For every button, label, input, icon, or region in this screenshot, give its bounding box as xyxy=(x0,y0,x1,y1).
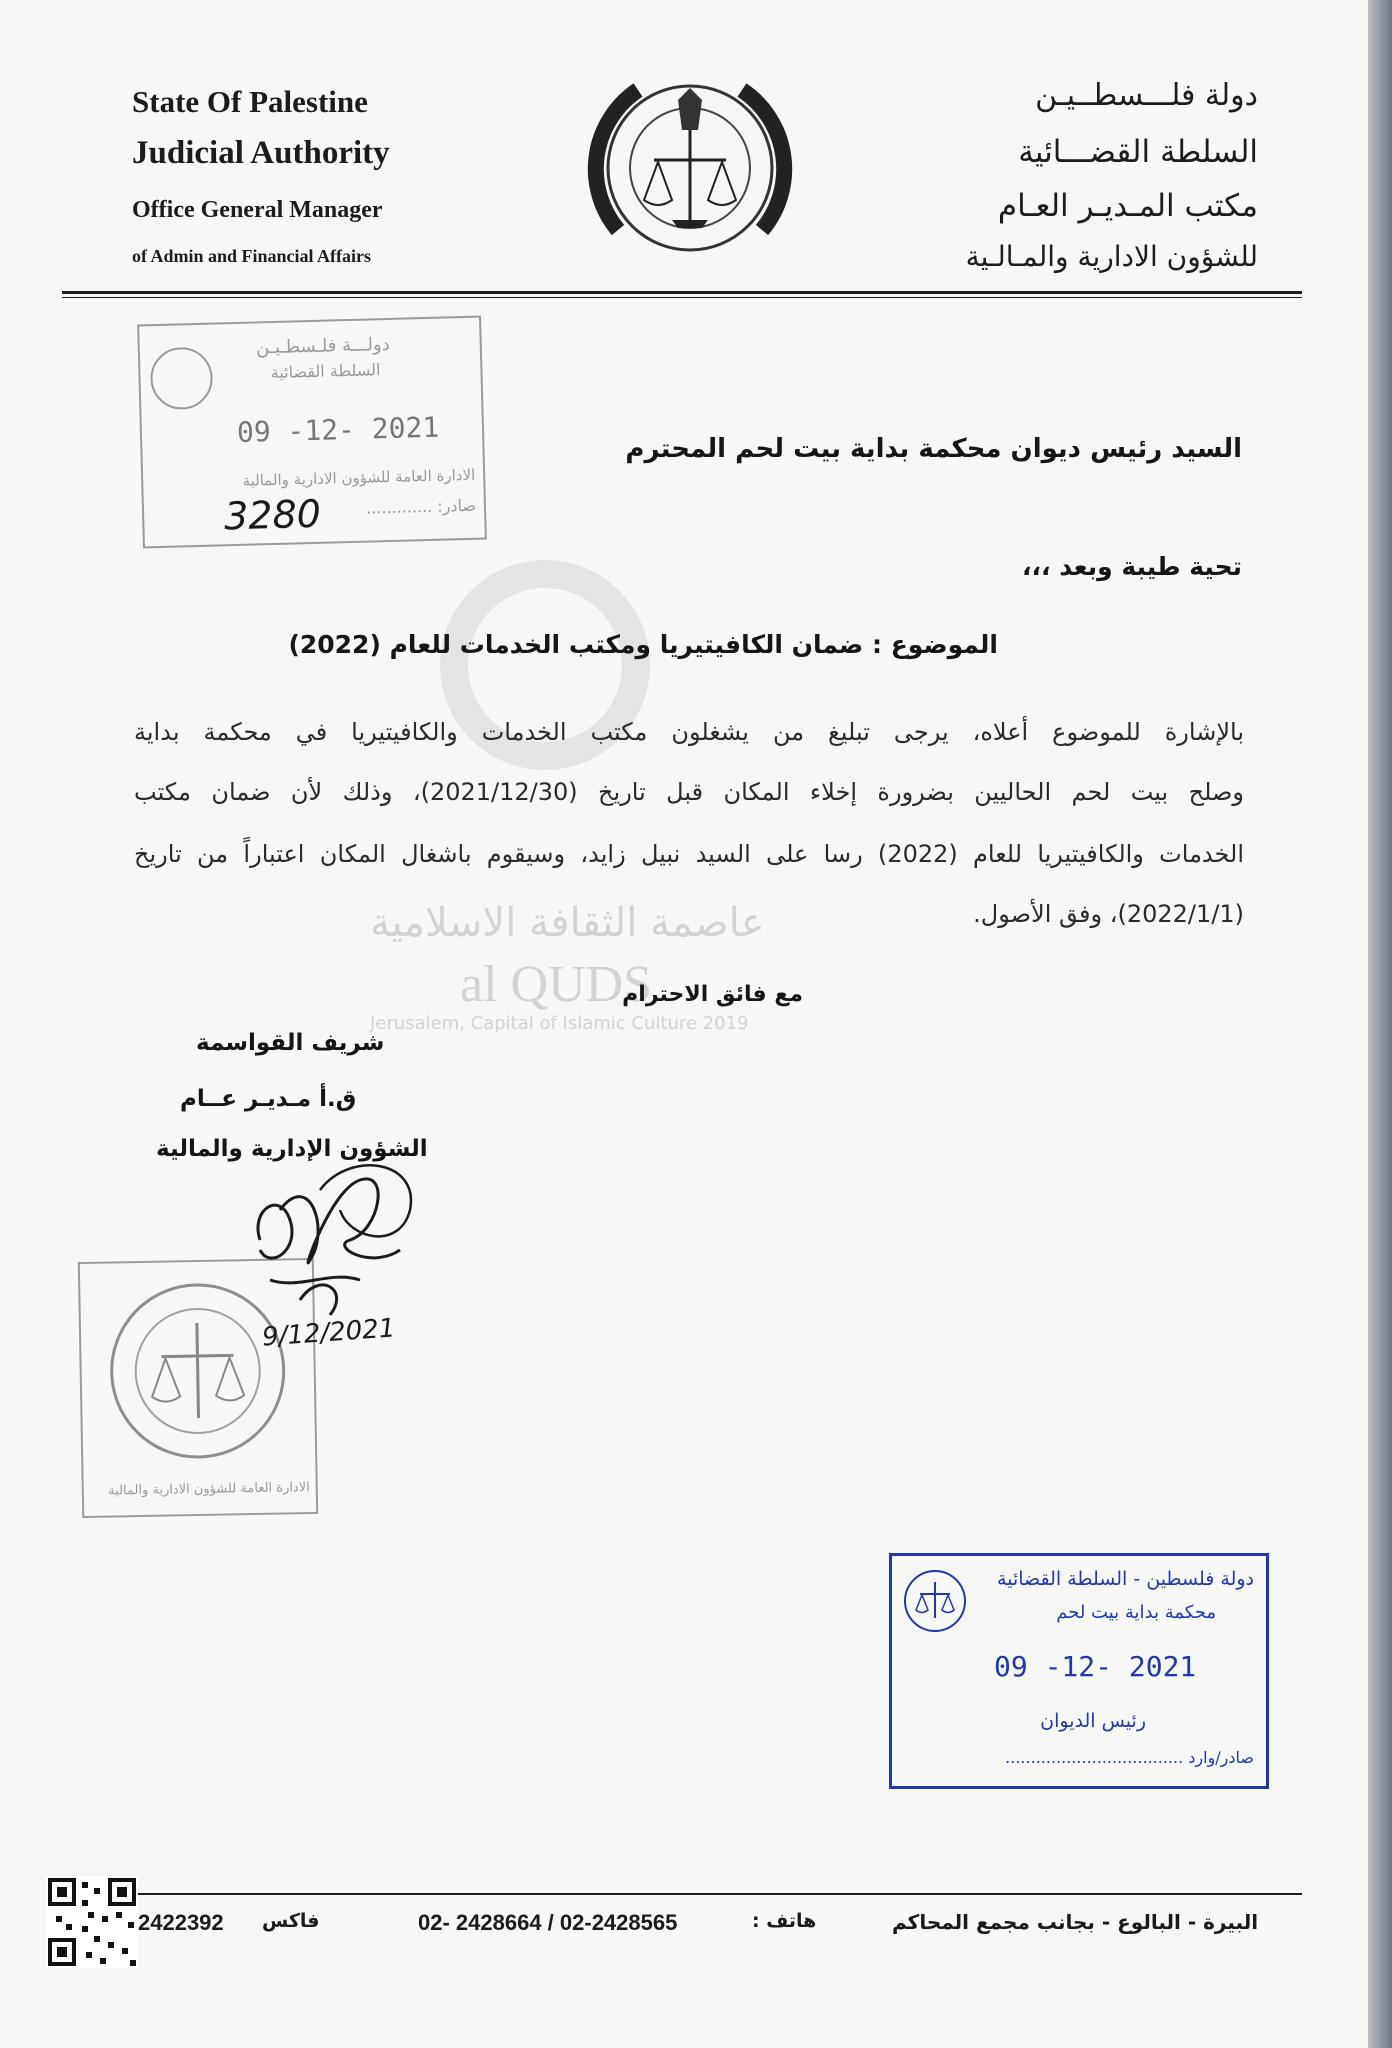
footer-address: البيرة - البالوع - بجانب مجمع المحاكم xyxy=(892,1910,1259,1934)
header-divider-thin xyxy=(62,297,1302,298)
signatory-name: شريف القواسمة xyxy=(196,1030,385,1056)
incoming-stamp-line1: دولـــة فلـسطـيـن xyxy=(255,333,391,359)
signatory-department: الشؤون الإدارية والمالية xyxy=(156,1136,428,1162)
qr-code-icon xyxy=(46,1876,138,1968)
letter-closing: مع فائق الاحترام xyxy=(622,982,803,1007)
header-ar-office: مكتب المـديـر العـام xyxy=(997,188,1258,224)
handwritten-date: 9/12/2021 xyxy=(261,1313,397,1353)
header-ar-authority: السلطة القضـــائية xyxy=(1018,134,1258,170)
signatory-title: ق.أ مـديـر عــام xyxy=(180,1086,357,1112)
footer-divider xyxy=(62,1893,1302,1895)
letter-greeting: تحية طيبة وبعد ،،، xyxy=(1022,552,1242,581)
header-en-affairs: of Admin and Financial Affairs xyxy=(132,246,372,266)
watermark-latin: al QUDS xyxy=(460,956,653,1013)
letter-addressee: السيد رئيس ديوان محكمة بداية بيت لحم المحترم xyxy=(625,434,1242,464)
judicial-emblem-icon xyxy=(578,60,802,272)
page-edge-shadow xyxy=(1368,0,1392,2048)
footer-phone-label: هاتف : xyxy=(752,1910,817,1932)
footer-fax-label: فاكس xyxy=(262,1910,320,1932)
court-stamp-line3: رئيس الديوان xyxy=(1040,1710,1146,1732)
letter-subject: الموضوع : ضمان الكافيتيريا ومكتب الخدمات للعام (2022) xyxy=(288,630,998,659)
header-en-office: Office General Manager xyxy=(132,197,383,223)
seal-stamp-caption: الادارة العامة للشؤون الادارية والمالية xyxy=(107,1480,310,1499)
footer-fax-number: 2422392 xyxy=(138,1910,224,1935)
watermark-arabic: عاصمة الثقافة الاسلامية xyxy=(370,900,765,946)
court-stamp-line1: دولة فلسطين - السلطة القضائية xyxy=(997,1568,1254,1590)
court-stamp-line4: صادر/وارد ................................... xyxy=(1005,1748,1254,1767)
watermark-tagline: Jerusalem, Capital of Islamic Culture 2019 xyxy=(370,1013,749,1034)
header-en-authority: Judicial Authority xyxy=(132,135,390,171)
letter-body-line-1: بالإشارة للموضوع أعلاه، يرجى تبليغ من يشغلون مكتب الخدمات والكافيتيريا في محكمة بداية xyxy=(134,718,1244,746)
incoming-stamp-dept: الادارة العامة للشؤون الادارية والمالية xyxy=(242,465,476,490)
footer-phones: 02- 2428664 / 02-2428565 xyxy=(418,1910,678,1935)
court-received-stamp xyxy=(889,1553,1269,1789)
header-divider xyxy=(62,291,1302,294)
letter-body-line-2: وصلح بيت لحم الحاليين بضرورة إخلاء المكان قبل تاريخ (2021/12/30)، وذلك لأن ضمان مكتب xyxy=(134,778,1244,806)
letter-body-line-4: (2022/1/1)، وفق الأصول. xyxy=(973,900,1244,928)
header-ar-state: دولة فلـــسطــيـن xyxy=(1035,78,1258,113)
letter-body-line-3: الخدمات والكافيتيريا للعام (2022) رسا على السيد نبيل زايد، وسيقوم باشغال المكان اعتباراً من تاريخ xyxy=(134,840,1244,868)
court-seal-icon xyxy=(902,1568,968,1634)
incoming-stamp-date: 09 -12- 2021 xyxy=(236,410,440,449)
court-stamp-line2: محكمة بداية بيت لحم xyxy=(1056,1602,1216,1623)
incoming-stamp-line2: السلطة القضائية xyxy=(270,360,381,383)
header-en-state: State Of Palestine xyxy=(132,84,368,119)
stamp-seal-icon xyxy=(150,347,214,411)
incoming-stamp xyxy=(137,316,487,549)
incoming-stamp-issued: صادر: ............. xyxy=(365,495,477,518)
court-stamp-date: 09 -12- 2021 xyxy=(994,1650,1197,1683)
incoming-stamp-number: 3280 xyxy=(223,491,322,539)
header-ar-affairs: للشؤون الادارية والمـالـية xyxy=(965,240,1258,273)
